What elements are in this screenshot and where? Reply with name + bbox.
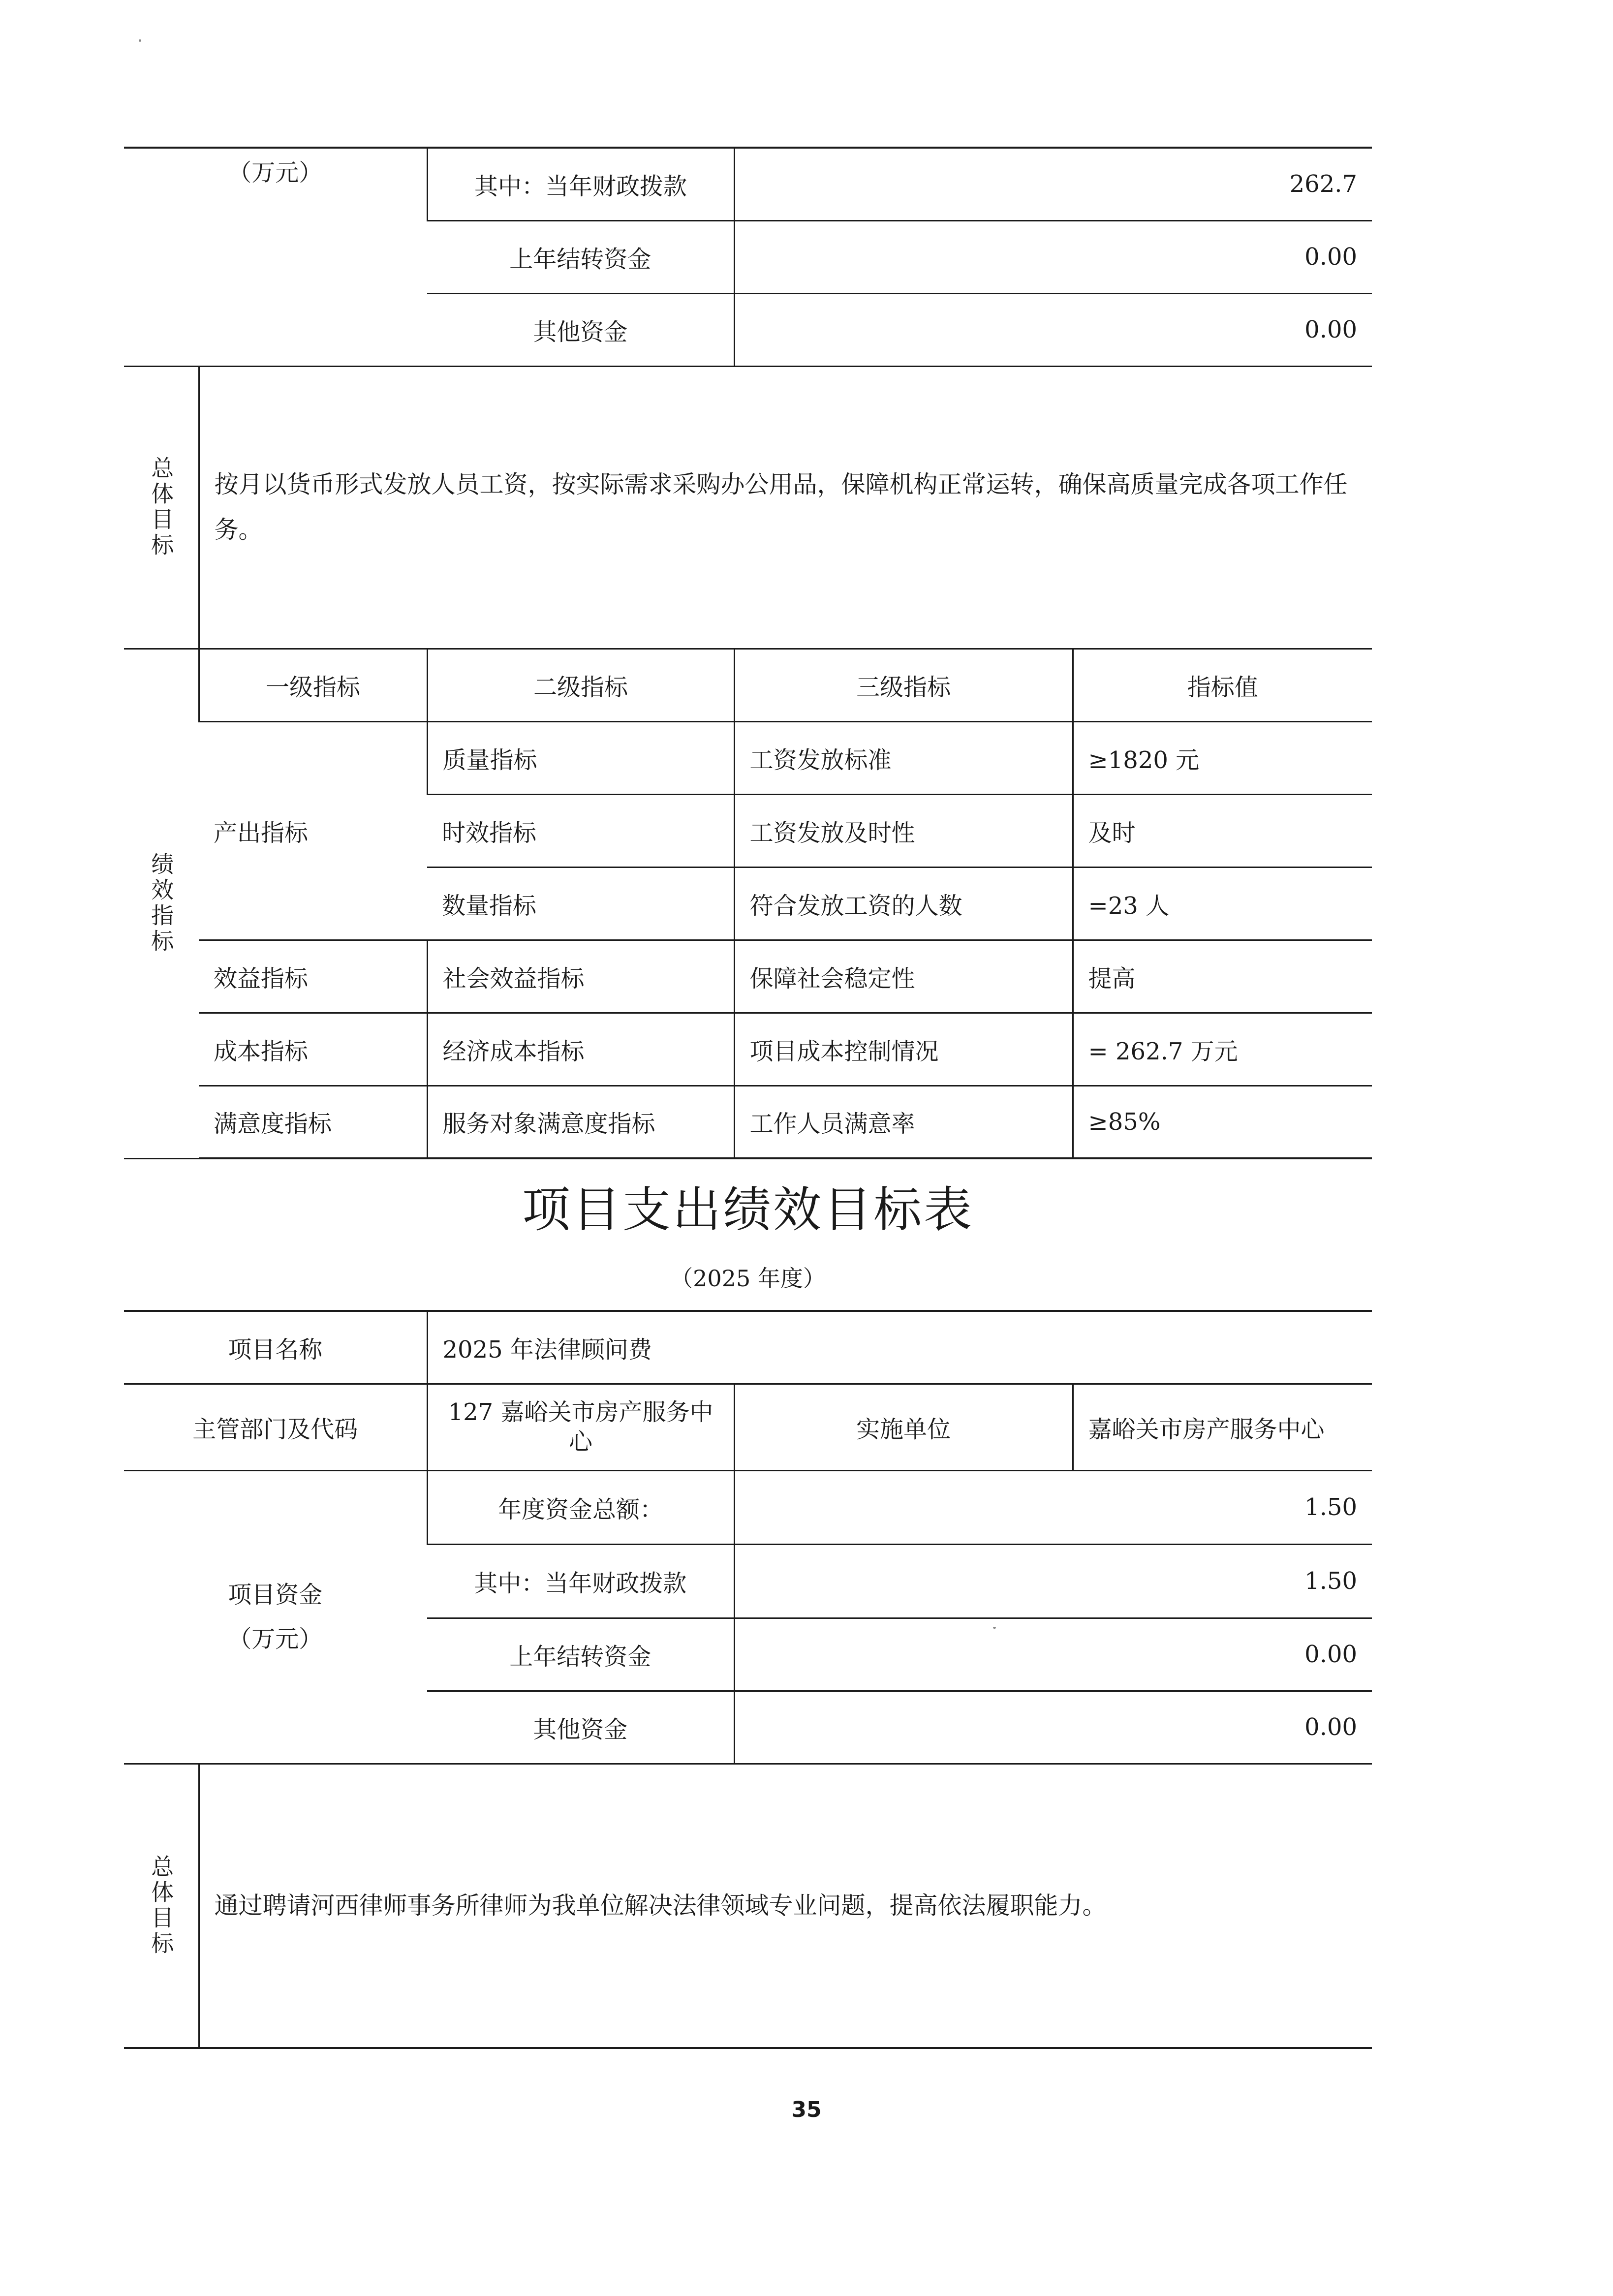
- impl-label: 实施单位: [734, 1384, 1073, 1470]
- dept-value: 127 嘉峪关市房产服务中心: [427, 1384, 734, 1470]
- funds-label-cell: [124, 1470, 427, 1764]
- goal-text: 按月以货币形式发放人员工资，按实际需求采购办公用品，保障机构正常运转，确保高质量完成各项工作任务。: [214, 470, 1348, 544]
- goal-header: 总体目标: [148, 456, 175, 558]
- funds-row-value: 0.00: [734, 1691, 1372, 1764]
- funds-row-label: 其他资金: [427, 293, 734, 366]
- indicator-value: =23 人: [1073, 867, 1372, 940]
- level3-indicator: 工资发放及时性: [734, 794, 1073, 867]
- goal-text-cell: [199, 366, 1372, 649]
- funds-row-value: 1.50: [734, 1544, 1372, 1618]
- indicator-value: = 262.7 万元: [1073, 1013, 1372, 1086]
- level1-indicator: 成本指标: [199, 1013, 427, 1086]
- funds-label: 项目资金: [228, 1581, 323, 1609]
- level1-indicator: 产出指标: [199, 721, 427, 940]
- funds-row-label: 上年结转资金: [427, 220, 734, 293]
- level3-indicator: 保障社会稳定性: [734, 940, 1073, 1013]
- project-name: 2025 年法律顾问费: [427, 1311, 1372, 1384]
- funds-unit: （万元）: [228, 1625, 323, 1653]
- level2-indicator: 数量指标: [427, 867, 734, 940]
- goal-header-cell: [124, 1764, 199, 2048]
- section-title: 项目支出绩效目标表: [522, 1182, 974, 1238]
- indicator-header-cell: [124, 649, 199, 1158]
- column-header: 三级指标: [734, 649, 1073, 721]
- section-year: （2025 年度）: [670, 1265, 826, 1292]
- level2-indicator: 经济成本指标: [427, 1013, 734, 1086]
- project-performance-table: [124, 1310, 1372, 2049]
- level2-indicator: 服务对象满意度指标: [427, 1086, 734, 1158]
- goal-header-cell: [124, 366, 199, 649]
- funds-unit-cell: [124, 148, 427, 366]
- funds-row-label: 其他资金: [427, 1691, 734, 1764]
- level1-indicator: 效益指标: [199, 940, 427, 1013]
- level3-indicator: 工资发放标准: [734, 721, 1073, 794]
- funds-row-value: 1.50: [734, 1470, 1372, 1544]
- project-name-label: 项目名称: [124, 1311, 427, 1384]
- level2-indicator: 时效指标: [427, 794, 734, 867]
- level3-indicator: 符合发放工资的人数: [734, 867, 1073, 940]
- level2-indicator: 社会效益指标: [427, 940, 734, 1013]
- performance-table-continued: [124, 147, 1372, 1159]
- goal-header: 总体目标: [148, 1854, 175, 1957]
- impl-value: 嘉峪关市房产服务中心: [1073, 1384, 1372, 1470]
- level3-indicator: 工作人员满意率: [734, 1086, 1073, 1158]
- indicator-value: 提高: [1073, 940, 1372, 1013]
- column-header: 指标值: [1073, 649, 1372, 721]
- column-header: 一级指标: [199, 649, 427, 721]
- funds-row-label: 年度资金总额：: [427, 1470, 734, 1544]
- goal-text-cell: [199, 1764, 1372, 2048]
- funds-row-value: 0.00: [734, 293, 1372, 366]
- level1-indicator: 满意度指标: [199, 1086, 427, 1158]
- goal-text: 通过聘请河西律师事务所律师为我单位解决法律领域专业问题，提高依法履职能力。: [214, 1891, 1107, 1920]
- funds-row-label: 其中：当年财政拨款: [427, 148, 734, 220]
- funds-row-value: 0.00: [734, 1618, 1372, 1691]
- indicator-header: 绩效指标: [148, 852, 175, 955]
- funds-row-value: 0.00: [734, 220, 1372, 293]
- column-header: 二级指标: [427, 649, 734, 721]
- scan-speck: [139, 39, 141, 42]
- funds-row-value: 262.7: [734, 148, 1372, 220]
- level3-indicator: 项目成本控制情况: [734, 1013, 1073, 1086]
- funds-unit: （万元）: [228, 159, 323, 186]
- indicator-value: 及时: [1073, 794, 1372, 867]
- dept-label: 主管部门及代码: [124, 1384, 427, 1470]
- funds-row-label: 其中：当年财政拨款: [427, 1544, 734, 1618]
- scan-speck: [993, 1627, 996, 1629]
- page-number: 35: [791, 2097, 822, 2122]
- level2-indicator: 质量指标: [427, 721, 734, 794]
- indicator-value: ≥1820 元: [1073, 721, 1372, 794]
- funds-row-label: 上年结转资金: [427, 1618, 734, 1691]
- indicator-value: ≥85%: [1073, 1086, 1372, 1158]
